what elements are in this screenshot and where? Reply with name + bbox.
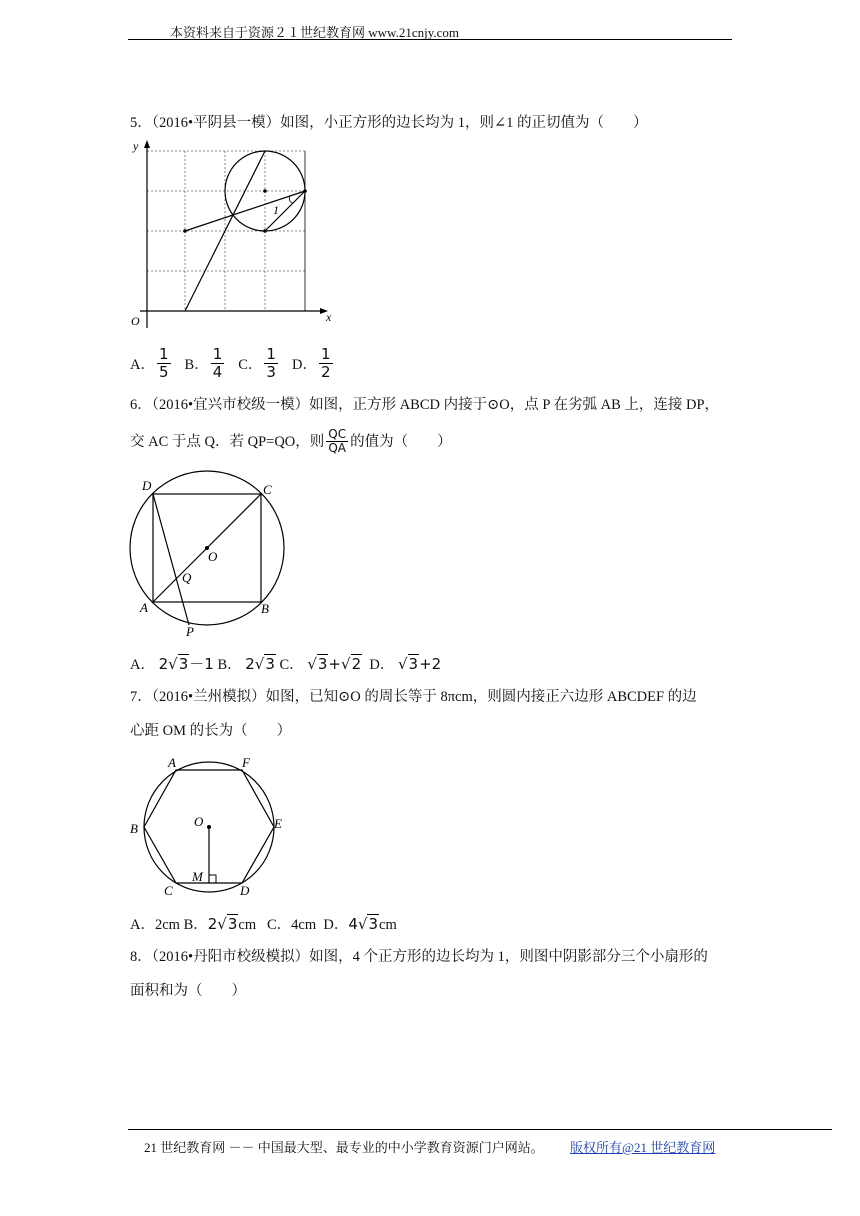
q6-option-d-tail: +2: [419, 655, 442, 673]
q6-label-a: A: [140, 600, 148, 615]
q6-stem-line2: [130, 428, 452, 455]
q6-option-d-letter: D．: [369, 657, 395, 673]
q6-option-c-plus: +: [328, 655, 341, 673]
q5-option-b-den: 4: [212, 363, 223, 381]
q7-label-m: M: [192, 869, 203, 884]
q6-stem-line1: 6．（2016•宜兴市校级一模）如图，正方形 ABCD 内接于⊙O，点 P 在劣弧 AB 上，连接 DP，: [130, 397, 720, 413]
q8-stem-line1: 8．（2016•丹阳市校级模拟）如图，4 个正方形的边长均为 1，则图中阴影部分三个小扇形的: [130, 949, 708, 965]
q7-option-b-unit: cm: [238, 917, 257, 933]
q5-angle-label: 1: [273, 203, 279, 217]
q7-option-c: C．4cm: [266, 917, 317, 933]
q6-label-c: C: [263, 482, 272, 497]
q6-ratio-fraction: [326, 428, 348, 455]
q5-option-b-letter: B．: [184, 357, 209, 373]
q7-options: A．2cm B．2√3cm C．4cm D．4√3cm: [130, 915, 397, 933]
q5-option-d-fraction: [319, 346, 333, 381]
q6-label-d: D: [142, 478, 152, 493]
q6-option-c-radicand2: 2: [351, 655, 362, 673]
q5-option-c-den: 3: [266, 363, 276, 381]
q8-stem-line2: 面积和为（ ）: [130, 983, 246, 999]
q5-option-d-den: 2: [320, 363, 331, 381]
footer-tagline: 21 世纪教育网 －－ 中国最大型、最专业的中小学教育资源门户网站。: [144, 1140, 544, 1155]
q5-option-c-fraction: [264, 346, 278, 381]
q5-option-d-num: 1: [320, 345, 331, 363]
q7-label-d: D: [240, 883, 250, 898]
q7-label-a: A: [168, 755, 176, 770]
q5-axis-y-label: y: [133, 139, 139, 153]
q7-label-c: C: [164, 883, 173, 898]
q6-option-a-radicand: 3: [178, 655, 189, 673]
q6-ratio-den: QA: [328, 441, 347, 455]
header-divider: [128, 39, 732, 40]
q7-label-f: F: [242, 755, 250, 770]
q5-option-d-letter: D．: [291, 357, 317, 373]
q7-stem-line2: 心距 OM 的长为（ ）: [130, 723, 292, 739]
q7-label-b: B: [130, 821, 138, 836]
q7-option-a: A．2cm: [130, 917, 180, 933]
q6-option-a-tail: －1: [189, 655, 214, 673]
q7-option-b-letter: B．: [183, 917, 208, 933]
q6-option-c-radicand1: 3: [317, 655, 328, 673]
q6-figure: [124, 468, 300, 640]
q5-stem: 5．（2016•平阴县一模）如图，小正方形的边长均为 1，则∠1 的正切值为（ ）: [130, 115, 648, 131]
q5-axis-x-label: x: [326, 310, 332, 324]
q7-stem-line1: 7．（2016•兰州模拟）如图，已知⊙O 的周长等于 8πcm，则圆内接正六边形 ABCDEF 的边: [130, 689, 697, 705]
q7-option-d-letter: D．: [323, 917, 349, 933]
q6-option-d-radicand: 3: [408, 655, 419, 673]
q7-option-b-radicand: 3: [227, 915, 238, 933]
q5-options: [130, 346, 335, 381]
q6-label-o: O: [208, 549, 218, 564]
q5-origin-label: O: [131, 314, 140, 328]
page-header: 本资料来自于资源２１世纪教育网 www.21cnjy.com: [170, 25, 459, 40]
footer-divider: [128, 1129, 832, 1130]
footer-copyright-link[interactable]: 版权所有@21 世纪教育网: [570, 1140, 716, 1155]
q5-figure: [128, 138, 338, 330]
q6-option-c-letter: C．: [279, 657, 304, 673]
q7-option-d-radicand: 3: [368, 915, 379, 933]
q7-figure: [126, 750, 296, 900]
q5-option-a-fraction: [157, 346, 171, 381]
q7-option-d-unit: cm: [379, 917, 397, 933]
q6-option-a-letter: A．: [130, 657, 155, 673]
q6-option-b-coef: 2: [245, 655, 255, 673]
q6-label-q: Q: [182, 570, 192, 585]
q6-stem-line2-end: 的值为（ ）: [350, 433, 452, 450]
q7-option-b-coef: 2: [207, 915, 218, 933]
q5-option-a-num: 1: [158, 345, 169, 363]
q6-stem-line2-start: 交 AC 于点 Q．若 QP=QO，则: [130, 433, 325, 450]
q6-option-a-coef: 2: [158, 655, 169, 673]
q5-option-c-num: 1: [266, 345, 276, 363]
q5-option-a-den: 5: [158, 363, 169, 381]
q5-option-a-letter: A．: [130, 357, 155, 373]
q6-ratio-num: QC: [328, 427, 347, 441]
q6-label-p: P: [186, 624, 194, 639]
q5-option-c-letter: C．: [238, 357, 263, 373]
q7-option-d-coef: 4: [348, 915, 358, 933]
q7-label-o: O: [194, 814, 204, 829]
q5-option-b-fraction: [211, 346, 225, 381]
q6-option-b-radicand: 3: [265, 655, 275, 673]
q6-label-b: B: [261, 601, 269, 616]
q5-option-b-num: 1: [212, 345, 223, 363]
q7-label-e: E: [274, 816, 282, 831]
q6-options: A． 2√3－1 B． 2√3 C． √3+√2 D． √3+2: [130, 655, 442, 673]
q6-option-b-letter: B．: [217, 657, 242, 673]
